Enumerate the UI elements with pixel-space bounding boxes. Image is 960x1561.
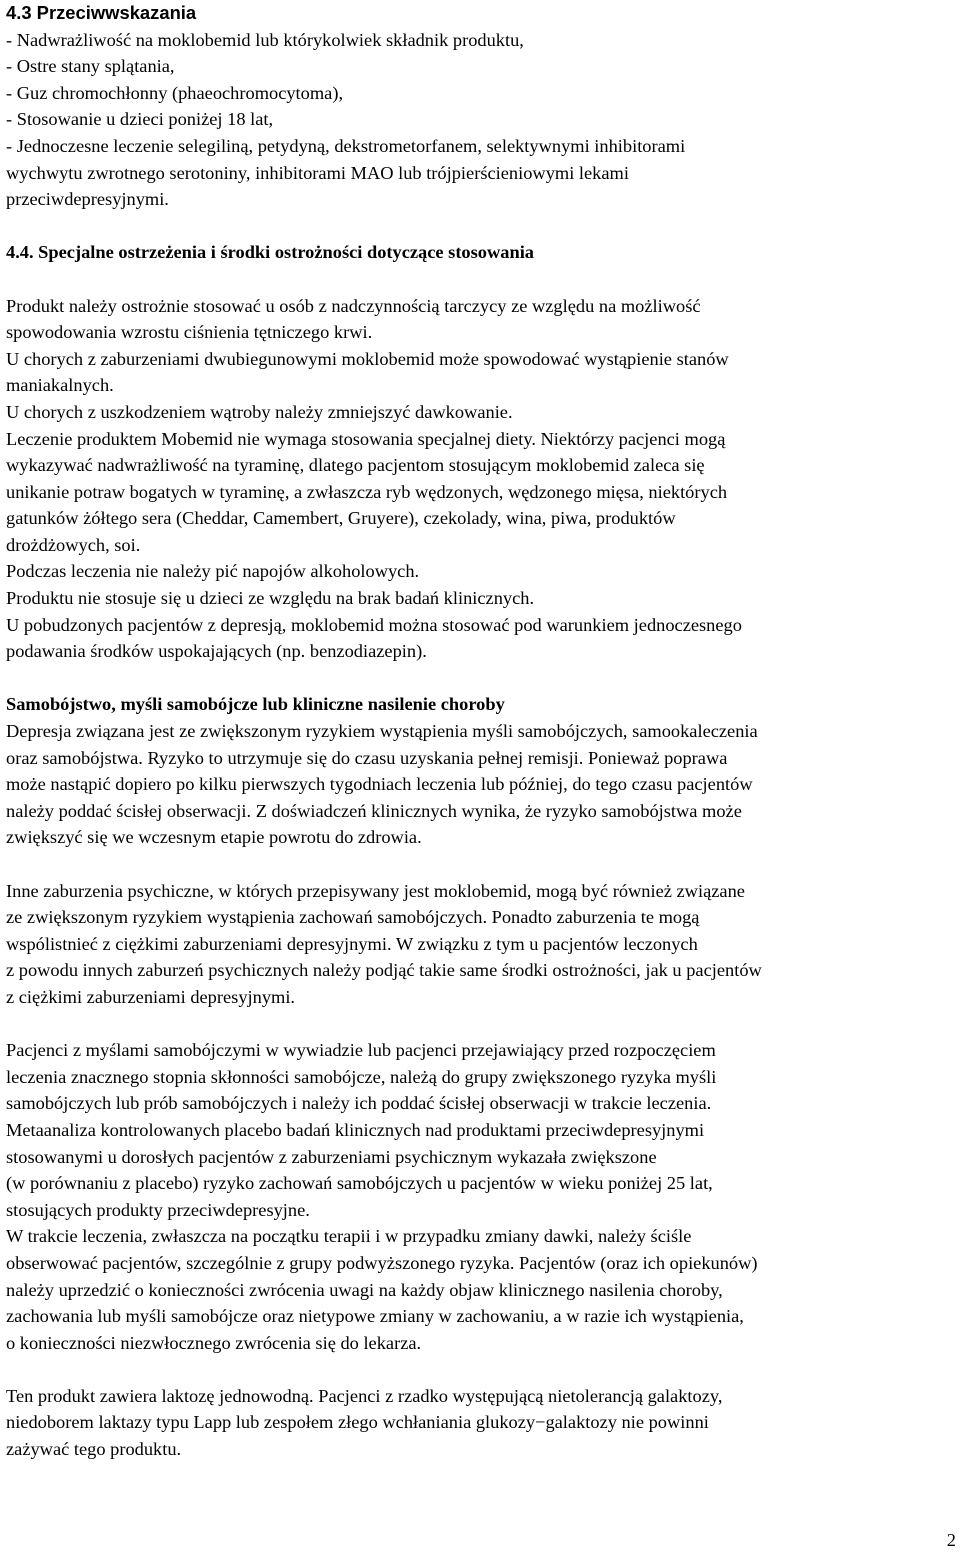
text-line: W trakcie leczenia, zwłaszcza na początku terapii i w przypadku zmiany dawki, należy ściśle: [6, 1226, 692, 1247]
section-suicidal-patients: [6, 1037, 954, 1356]
text-line: o konieczności niezwłocznego zwrócenia się do lekarza.: [6, 1332, 422, 1353]
text-line: wychwytu zwrotnego serotoniny, inhibitorami MAO lub trójpierścieniowymi lekami: [6, 162, 629, 183]
spacer: [6, 266, 954, 293]
text-line: gatunków żółtego sera (Cheddar, Camembert, Gruyere), czekolady, wina, piwa, produktów: [6, 508, 676, 529]
text-line: Leczenie produktem Mobemid nie wymaga stosowania specjalnej diety. Niektórzy pacjenci mogą: [6, 428, 726, 449]
text-line: wspólistnieć z ciężkimi zaburzeniami depresyjnymi. W związku z tym u pacjentów leczonych: [6, 933, 698, 954]
text-line: zachowania lub myśli samobójcze oraz nietypowe zmiany w zachowaniu, a w razie ich wystąpienia,: [6, 1306, 744, 1327]
text-line: - Jednoczesne leczenie selegiliną, petydyną, dekstrometorfanem, selektywnymi inhibitorami: [6, 135, 686, 156]
text-line: Inne zaburzenia psychiczne, w których przepisywany jest moklobemid, mogą być również związane: [6, 880, 745, 901]
text-line: wykazywać nadwrażliwość na tyraminę, dlatego pacjentom stosującym moklobemid zaleca się: [6, 455, 705, 476]
section-lactose: [6, 1383, 954, 1463]
text-line: Podczas leczenia nie należy pić napojów alkoholowych.: [6, 561, 420, 582]
text-line: Produktu nie stosuje się u dzieci ze względu na brak badań klinicznych.: [6, 588, 535, 609]
text-line: oraz samobójstwa. Ryzyko to utrzymuje się do czasu uzyskania pełnej remisji. Ponieważ poprawa: [6, 747, 728, 768]
section-suicide: [6, 691, 954, 851]
text-line: U chorych z zaburzeniami dwubiegunowymi moklobemid może spowodować wystąpienie stanów: [6, 348, 729, 369]
text-line: Metaanaliza kontrolowanych placebo badań klinicznych nad produktami przeciwdepresyjnymi: [6, 1119, 705, 1140]
document-page: [6, 0, 954, 1463]
spacer: [6, 1356, 954, 1383]
section-warnings: [6, 239, 954, 665]
text-line: - Stosowanie u dzieci poniżej 18 lat,: [6, 109, 274, 130]
text-line: z powodu innych zaburzeń psychicznych należy podjąć takie same środki ostrożności, jak u pacjentów: [6, 960, 762, 981]
subsection-heading-suicide: Samobójstwo, myśli samobójcze lub kliniczne nasilenie choroby: [6, 694, 505, 715]
text-line: ze zwiększonym ryzykiem wystąpienia zachowań samobójczych. Ponadto zaburzenia te mogą: [6, 907, 700, 928]
text-line: - Guz chromochłonny (phaeochromocytoma),: [6, 82, 344, 103]
text-line: unikanie potraw bogatych w tyraminę, a zwłaszcza ryb wędzonych, wędzonego mięsa, niektórych: [6, 481, 728, 502]
spacer: [6, 851, 954, 878]
text-line: maniakalnych.: [6, 375, 114, 396]
text-line: Produkt należy ostrożnie stosować u osób z nadczynnością tarczycy ze względu na możliwość: [6, 295, 701, 316]
text-line: - Nadwrażliwość na moklobemid lub którykolwiek składnik produktu,: [6, 29, 524, 50]
text-line: Depresja związana jest ze zwiększonym ryzykiem wystąpienia myśli samobójczych, samookaleczenia: [6, 721, 758, 742]
section-other-disorders: [6, 878, 954, 1011]
text-line: może nastąpić dopiero po kilku pierwszych tygodniach leczenia lub później, do tego czasu pacjentów: [6, 774, 753, 795]
text-line: stosujących produkty przeciwdepresyjne.: [6, 1199, 310, 1220]
text-line: zażywać tego produktu.: [6, 1439, 182, 1460]
page-number: 2: [946, 1530, 956, 1550]
text-line: - Ostre stany splątania,: [6, 56, 175, 77]
text-line: Ten produkt zawiera laktozę jednowodną. Pacjenci z rzadko występującą nietolerancją galaktozy,: [6, 1385, 723, 1406]
text-line: niedoborem laktazy typu Lapp lub zespołem złego wchłaniania glukozy−galaktozy nie powinni: [6, 1412, 709, 1433]
spacer: [6, 213, 954, 240]
text-line: obserwować pacjentów, szczególnie z grupy podwyższonego ryzyka. Pacjentów (oraz ich opiekunów): [6, 1252, 758, 1273]
section-contraindications: [6, 0, 954, 213]
text-line: U chorych z uszkodzeniem wątroby należy zmniejszyć dawkowanie.: [6, 401, 513, 422]
text-line: z ciężkimi zaburzeniami depresyjnymi.: [6, 986, 296, 1007]
text-line: samobójczych lub prób samobójczych i należy ich poddać ścisłej obserwacji w trakcie leczenia.: [6, 1093, 712, 1114]
section-heading-4-4: 4.4. Specjalne ostrzeżenia i środki ostrożności dotyczące stosowania: [6, 242, 534, 263]
text-line: U pobudzonych pacjentów z depresją, moklobemid można stosować pod warunkiem jednoczesnego: [6, 614, 742, 635]
text-line: należy poddać ścisłej obserwacji. Z doświadczeń klinicznych wynika, że ryzyko samobójstwa może: [6, 800, 742, 821]
text-line: Pacjenci z myślami samobójczymi w wywiadzie lub pacjenci przejawiający przed rozpoczęciem: [6, 1040, 716, 1061]
spacer: [6, 1011, 954, 1038]
text-line: leczenia znacznego stopnia skłonności samobójcze, należą do grupy zwiększonego ryzyka myśli: [6, 1066, 717, 1087]
text-line: przeciwdepresyjnymi.: [6, 189, 169, 210]
section-heading-4-3: 4.3 Przeciwwskazania: [6, 2, 197, 23]
text-line: podawania środków uspokajających (np. benzodiazepin).: [6, 641, 427, 662]
text-line: spowodowania wzrostu ciśnienia tętniczego krwi.: [6, 322, 373, 343]
text-line: zwiększyć się we wczesnym etapie powrotu do zdrowia.: [6, 827, 422, 848]
text-line: (w porównaniu z placebo) ryzyko zachowań samobójczych u pacjentów w wieku poniżej 25 lat,: [6, 1173, 713, 1194]
text-line: należy uprzedzić o konieczności zwrócenia uwagi na każdy objaw klinicznego nasilenia choroby,: [6, 1279, 723, 1300]
text-line: stosowanymi u dorosłych pacjentów z zaburzeniami psychicznym wykazała zwiększone: [6, 1146, 657, 1167]
spacer: [6, 665, 954, 692]
text-line: drożdżowych, soi.: [6, 534, 141, 555]
